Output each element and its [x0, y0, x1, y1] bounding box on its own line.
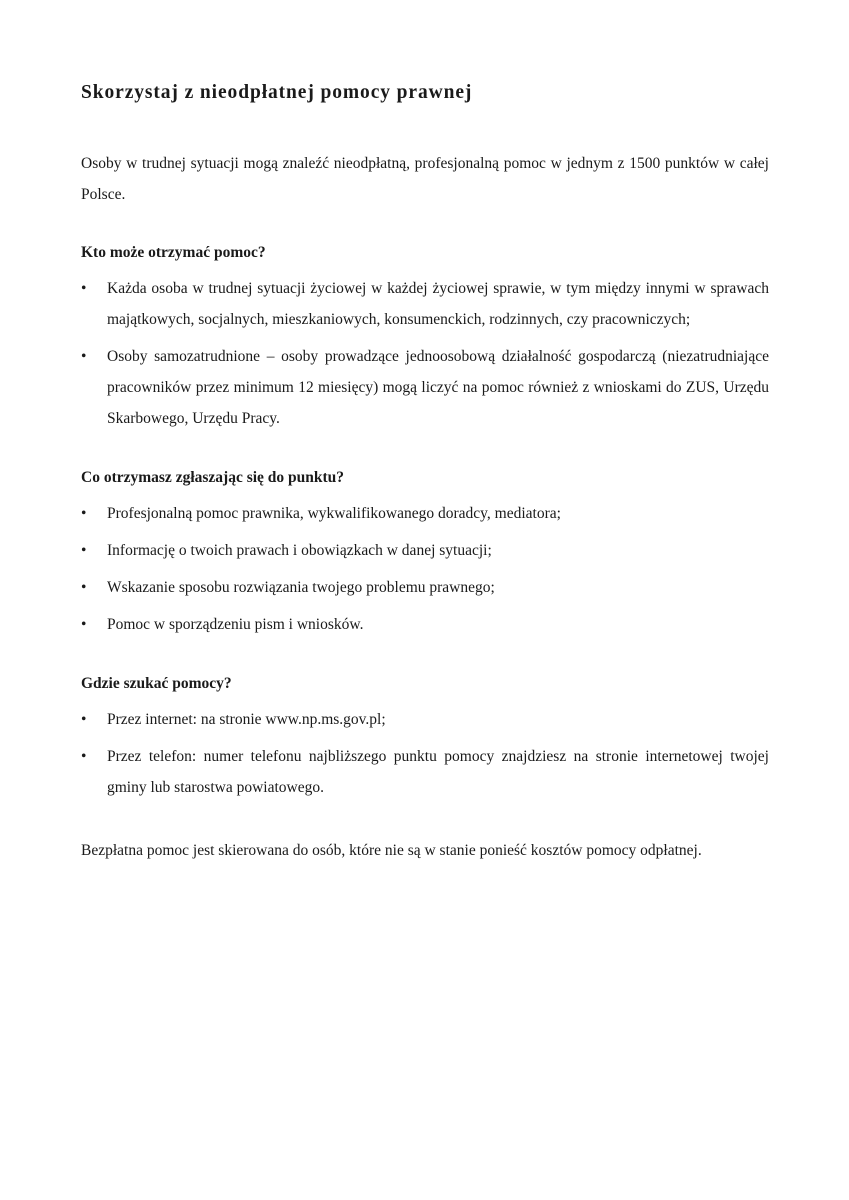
list-item-text: Informację o twoich prawach i obowiązkach w danej sytuacji; [107, 542, 492, 559]
list-item-text: Pomoc w sporządzeniu pism i wniosków. [107, 616, 364, 633]
list-what [81, 498, 769, 640]
list-item-text: Osoby samozatrudnione – osoby prowadzące jednoosobową działalność gospodarczą (niezatrudniające pracowników przez minimum 12 miesięcy) mogą liczyć na pomoc również z wnioskami do ZUS, Urzędu Skarbowego, Urzędu Pracy. [107, 348, 769, 427]
list-item [81, 572, 769, 603]
list-who [81, 273, 769, 434]
document-title: Skorzystaj z nieodpłatnej pomocy prawnej [81, 82, 473, 103]
bullet-icon: • [81, 542, 87, 559]
list-item [81, 741, 769, 803]
bullet-icon: • [81, 748, 87, 765]
list-item [81, 609, 769, 640]
bullet-icon: • [81, 616, 87, 633]
section-heading-what: Co otrzymasz zgłaszając się do punktu? [81, 469, 345, 486]
list-where [81, 704, 769, 803]
list-item-text: Przez telefon: numer telefonu najbliższego punktu pomocy znajdziesz na stronie internetowej twojej gminy lub starostwa powiatowego. [107, 748, 769, 796]
list-item-text: Wskazanie sposobu rozwiązania twojego problemu prawnego; [107, 579, 495, 596]
bullet-icon: • [81, 579, 87, 596]
bullet-icon: • [81, 280, 87, 297]
list-item [81, 704, 769, 735]
section-where [81, 670, 769, 803]
list-item-text: Profesjonalną pomoc prawnika, wykwalifikowanego doradcy, mediatora; [107, 505, 561, 522]
intro-paragraph: Osoby w trudnej sytuacji mogą znaleźć nieodpłatną, profesjonalną pomoc w jednym z 1500 punktów w całej Polsce. [81, 155, 769, 203]
list-item-text: Każda osoba w trudnej sytuacji życiowej w każdej życiowej sprawie, w tym między innymi w sprawach majątkowych, socjalnych, mieszkaniowych, konsumenckich, rodzinnych, czy pracowniczych; [107, 280, 769, 328]
list-item [81, 341, 769, 434]
bullet-icon: • [81, 505, 87, 522]
section-who [81, 239, 769, 434]
document-page [81, 78, 769, 866]
list-item [81, 273, 769, 335]
bullet-icon: • [81, 711, 87, 728]
closing-paragraph: Bezpłatna pomoc jest skierowana do osób, które nie są w stanie ponieść kosztów pomocy odpłatnej. [81, 842, 702, 859]
section-heading-where: Gdzie szukać pomocy? [81, 675, 232, 692]
bullet-icon: • [81, 348, 87, 365]
list-item-text: Przez internet: na stronie www.np.ms.gov.pl; [107, 711, 386, 728]
section-heading-who: Kto może otrzymać pomoc? [81, 244, 266, 261]
list-item [81, 535, 769, 566]
list-item [81, 498, 769, 529]
section-what [81, 464, 769, 640]
